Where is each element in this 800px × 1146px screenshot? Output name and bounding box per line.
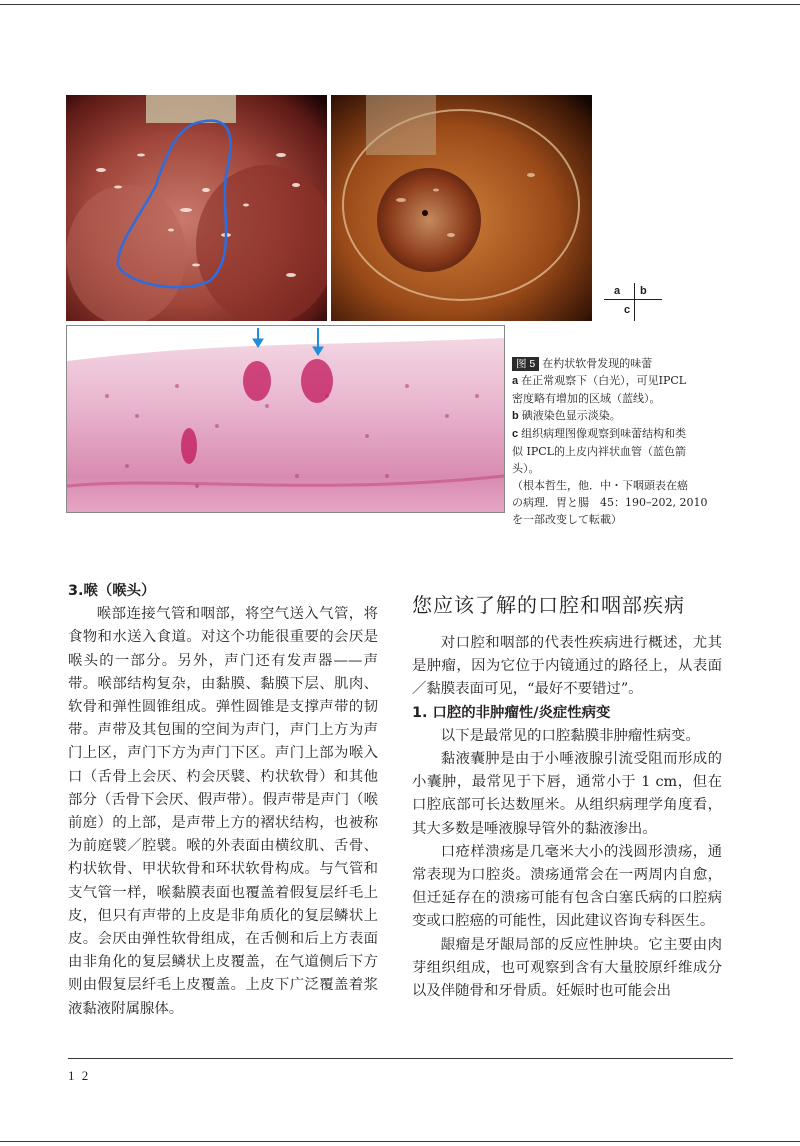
figure-caption <box>512 355 738 528</box>
caption-source-line: を一部改变して転載） <box>512 513 622 526</box>
layout-label-c: c <box>624 304 631 316</box>
caption-item: 似 IPCL的上皮内袢状血管（蓝色箭 <box>512 445 686 458</box>
top-border-line <box>0 4 800 5</box>
caption-title-line <box>512 355 738 372</box>
figure-tag: 图 5 <box>512 357 539 371</box>
caption-title: 在杓状软骨发现的味蕾 <box>542 357 653 370</box>
body-paragraph: 龈瘤是牙龈局部的反应性肿块。它主要由肉芽组织组成，也可观察到含有大量胶原纤维成分以及伴随骨和牙骨质。妊娠时也可能会出 <box>412 936 722 1000</box>
layout-key-vline <box>634 283 635 321</box>
footer-rule <box>68 1058 733 1059</box>
caption-item: 密度略有增加的区域（蓝线）。 <box>512 392 661 405</box>
caption-item: 头）。 <box>512 462 540 475</box>
caption-item: c 组织病理图像观察到味蕾结构和类 <box>512 427 687 440</box>
body-paragraph: 以下是最常见的口腔黏膜非肿瘤性病变。 <box>440 727 700 744</box>
column-title: 您应该了解的口腔和咽部疾病 <box>412 593 685 617</box>
layout-label-a: a <box>614 285 621 297</box>
caption-source-line: （根本哲生，他．中・下咽頭表在癌 <box>512 479 688 492</box>
body-paragraph: 黏液囊肿是由于小唾液腺引流受阻而形成的小囊肿，最常见于下唇，通常小于 1 cm，但在口腔底部可长达数厘米。从组织病理学角度看，其大多数是唾液腺导管外的黏液渗出。 <box>412 751 722 837</box>
page-number: 1 2 <box>68 1068 91 1083</box>
figure-panel-b <box>331 95 592 321</box>
intro-paragraph: 对口腔和咽部的代表性疾病进行概述，尤其是肿瘤，因为它位于内镜通过的路径上，从表面／黏膜表面可见，“最好不要错过”。 <box>412 635 722 698</box>
layout-key-hline <box>604 299 662 300</box>
body-paragraph: 喉部连接气管和咽部，将空气送入气管，将食物和水送入食道。对这个功能很重要的会厌是喉头的一部分。另外，声门还有发声器——声带。喉部结构复杂，由黏膜、黏膜下层、肌肉、软骨和弹性圆锥组成。弹性圆锥是支撑声带的韧带。声带及其包围的空间为声门，声门上方为声门上区，声门下方为声门下区。声门上部为喉入口（舌骨上会厌、杓会厌襞、杓状软骨）和其他部分（舌骨下会厌、假声带）。假声带是声门（喉前庭）的上部，是声带上方的褶状结构，也被称为前庭襞／腔襞。喉的外表面由横纹肌、舌骨、杓状软骨、甲状软骨和环状软骨构成。与气管和支气管一样，喉黏膜表面也覆盖着假复层纤毛上皮，但只有声带的上皮是非角质化的复层鳞状上皮。会厌由弹性软骨组成，在舌侧和后上方表面由非角化的复层鳞状上皮覆盖，在气道侧后下方则由假复层纤毛上皮覆盖。上皮下广泛覆盖着浆液黏液附属腺体。 <box>68 606 378 1017</box>
right-column <box>412 590 722 1003</box>
caption-source-line: の病理．胃と腸 45：190–202, 2010 <box>512 496 708 509</box>
caption-item: a 在正常观察下（白光），可见IPCL <box>512 374 687 387</box>
section-heading: 3.喉（喉头） <box>68 583 156 599</box>
bottom-border-line <box>0 1141 800 1142</box>
figure-panel-a <box>66 95 327 321</box>
figure-panel-c <box>66 325 505 513</box>
layout-label-b: b <box>640 285 647 297</box>
left-column <box>68 580 378 1021</box>
subsection-heading: 1. 口腔的非肿瘤性/炎症性病变 <box>412 704 611 721</box>
body-paragraph: 口疮样溃疡是几毫米大小的浅圆形溃疡，通常表现为口腔炎。溃疡通常会在一两周内自愈，但迁延存在的溃疡可能有包含白塞氏病的口腔病变或口腔癌的可能性，因此建议咨询专科医生。 <box>412 843 722 930</box>
caption-item: b 碘液染色显示淡染。 <box>512 409 621 422</box>
